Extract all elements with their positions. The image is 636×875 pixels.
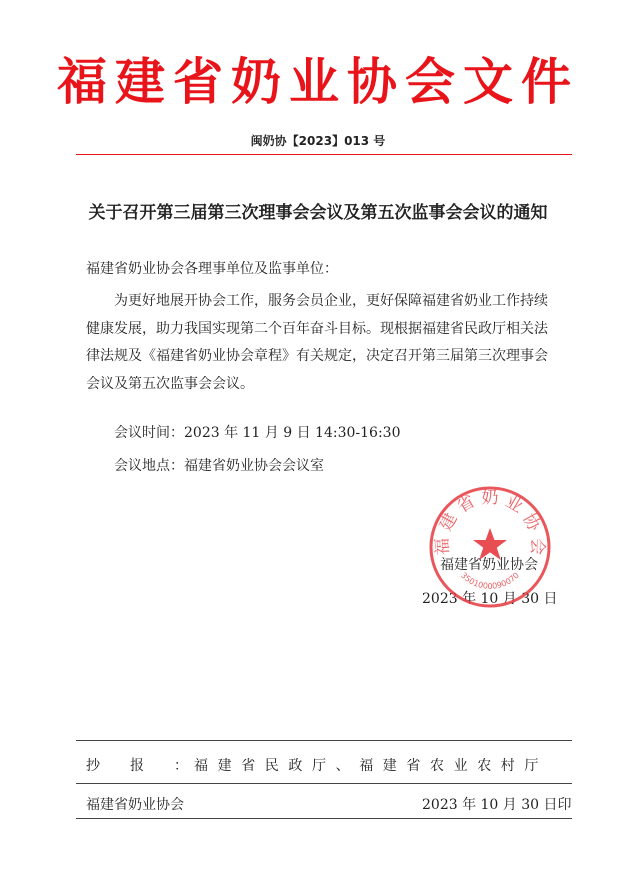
notice-title: 关于召开第三届第三次理事会会议及第五次监事会会议的通知: [88, 203, 548, 223]
document-number: 闽奶协【2023】013 号: [250, 134, 386, 148]
print-date: 2023 年 10 月 30 日印: [422, 797, 572, 813]
footer-bottom-rule: [76, 818, 572, 819]
svg-text:福 建 省 奶 业 协 会: 福 建 省 奶 业 协 会: [432, 487, 548, 556]
meeting-place: 会议地点：福建省奶业协会会议室: [114, 458, 324, 474]
signature-date: 2023 年 10 月 30 日: [422, 591, 558, 607]
cc-label: 抄报：: [86, 758, 218, 774]
body-paragraph: 为更好地展开协会工作，服务会员企业，更好保障福建省奶业工作持续健康发展，助力我国实现第二个百年奋斗目标。现根据福建省民政厅相关法律法规及《福建省奶业协会章程》有关规定，决定召开第三届第三次理事会会议及第五次监事会会议。: [86, 293, 548, 392]
header-divider: [76, 154, 572, 155]
cc-recipients: 福建省民政厅、福建省农业农村厅: [194, 758, 548, 774]
footer-middle-rule: [76, 783, 572, 784]
meeting-time: 会议时间：2023 年 11 月 9 日 14:30-16:30: [114, 425, 401, 441]
salutation: 福建省奶业协会各理事单位及监事单位：: [86, 261, 338, 277]
signature-org: 福建省奶业协会: [440, 557, 538, 573]
footer-top-rule: [76, 740, 572, 741]
document-header-title: 福建省奶业协会文件: [57, 52, 579, 111]
svg-text:3501000090070: 3501000090070: [458, 570, 522, 591]
official-seal-stamp: [427, 484, 553, 610]
issuer-org: 福建省奶业协会: [86, 797, 184, 813]
